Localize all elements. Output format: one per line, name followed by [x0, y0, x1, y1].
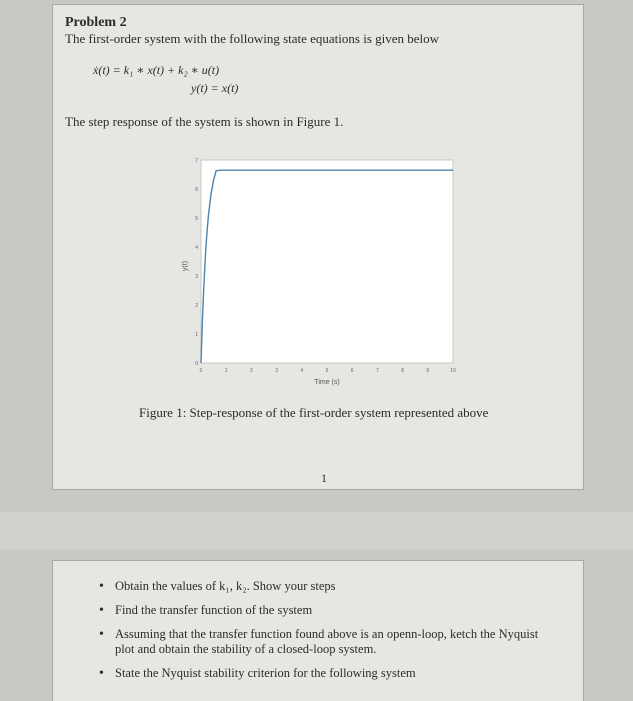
task-list [103, 579, 543, 690]
page-number: 1 [321, 471, 327, 485]
x-tick-label: 1 [224, 368, 228, 374]
output-equation: y(t) = x(t) [191, 81, 239, 95]
task-item: • Obtain the values of k₁, k₂. Show your steps [103, 579, 543, 594]
x-tick-label: 10 [450, 368, 456, 374]
step-response-text: The step response of the system is shown in Figure 1. [65, 114, 344, 129]
task-item: • State the Nyquist stability criterion for the following system [103, 666, 543, 681]
plot-area [201, 160, 453, 363]
x-tick-label: 8 [401, 368, 404, 374]
y-tick-label: 0 [195, 361, 198, 367]
y-tick-label: 1 [195, 332, 198, 338]
y-tick-label: 6 [195, 187, 198, 193]
x-tick-label: 6 [350, 368, 354, 374]
state-equation: ẋ(t) = k₁ ∗ x(t) + k₂ ∗ u(t) [93, 63, 220, 77]
problem-page [52, 4, 584, 490]
problem-title: Problem 2 [65, 15, 127, 30]
step-response-svg [181, 148, 463, 387]
tasks-page [52, 560, 584, 701]
y-tick-label: 7 [195, 158, 198, 164]
problem-intro: The first-order system with the following state equations is given below [65, 31, 440, 46]
y-tick-labels [195, 158, 198, 367]
y-axis-label: y(t) [182, 260, 189, 272]
task-item: • Find the transfer function of the system [103, 603, 543, 618]
y-tick-label: 2 [195, 303, 198, 309]
y-tick-label: 3 [195, 274, 198, 280]
x-tick-label: 2 [250, 368, 253, 374]
x-tick-label: 4 [300, 368, 304, 374]
x-tick-labels [200, 368, 456, 374]
x-tick-label: 3 [275, 368, 278, 374]
figure-caption: Figure 1: Step-response of the first-order system represented above [139, 405, 489, 420]
task-item: • Assuming that the transfer function found above is an openn-loop, ketch the Nyquist plot and obtain the stability of a closed-loop system. [103, 627, 543, 657]
x-tick-label: 9 [426, 368, 430, 374]
y-tick-label: 4 [195, 245, 198, 251]
x-tick-label: 0 [199, 368, 203, 374]
step-response-chart [181, 148, 463, 387]
x-axis-label: Time (s) [314, 379, 340, 386]
x-tick-label: 7 [376, 368, 379, 374]
y-tick-label: 5 [195, 216, 198, 222]
x-tick-label: 5 [325, 368, 329, 374]
page-gap [0, 512, 633, 550]
